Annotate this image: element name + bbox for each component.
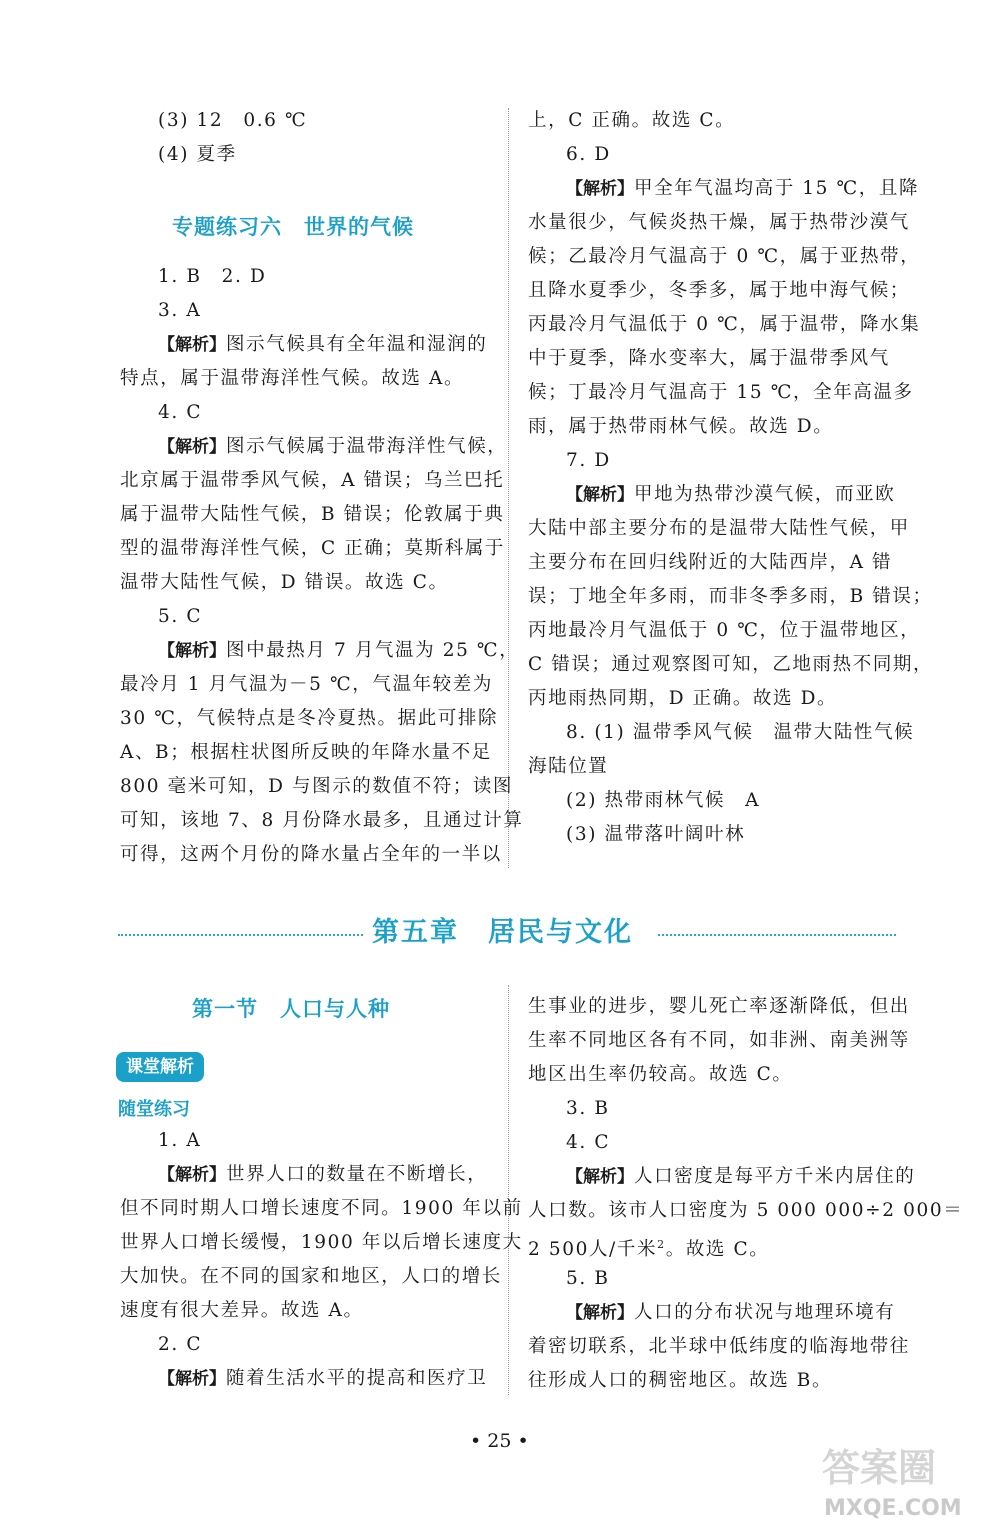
analysis-line: 候；丁最冷月气温高于 15 ℃，全年高温多 xyxy=(528,382,914,403)
chapter-title: 第五章 居民与文化 xyxy=(372,917,633,948)
analysis-line: 温带大陆性气候，D 错误。故选 C。 xyxy=(120,572,449,593)
analysis-label: 【解析】 xyxy=(566,179,634,199)
analysis-line: 主要分布在回归线附近的大陆西岸，A 错 xyxy=(528,552,893,573)
analysis-line xyxy=(158,1368,487,1390)
answer-line: 4. C xyxy=(158,402,203,423)
analysis-text: 随着生活水平的提高和医疗卫 xyxy=(226,1368,488,1389)
section-title: 第一节 人口与人种 xyxy=(192,997,390,1021)
analysis-label: 【解析】 xyxy=(158,1165,226,1185)
analysis-line: 丙最冷月气温低于 0 ℃，属于温带，降水集 xyxy=(528,314,921,335)
lesson-badge: 课堂解析 xyxy=(116,1052,204,1082)
chapter-rule-left xyxy=(118,934,363,936)
analysis-text: 世界人口的数量在不断增长， xyxy=(226,1164,488,1185)
analysis-text: 人口的分布状况与地理环境有 xyxy=(634,1302,896,1323)
analysis-line xyxy=(566,1302,895,1324)
analysis-line: 水量很少，气候炎热干燥，属于热带沙漠气 xyxy=(528,212,910,233)
density-value: 2 500人/千米 xyxy=(528,1239,658,1261)
analysis-line xyxy=(566,178,919,200)
analysis-text: 图示气候具有全年温和湿润的 xyxy=(226,334,488,355)
analysis-text: 甲全年气温均高于 15 ℃，且降 xyxy=(634,178,920,199)
analysis-line: C 错误；通过观察图可知，乙地雨热不同期， xyxy=(528,654,934,675)
analysis-label: 【解析】 xyxy=(566,1167,634,1187)
analysis-line xyxy=(566,484,895,506)
analysis-text: 人口密度是每平方千米内居住的 xyxy=(634,1166,916,1187)
analysis-line xyxy=(158,334,487,356)
watermark-logo: 答案圈 xyxy=(822,1446,937,1490)
analysis-line: 属于温带大陆性气候，B 错误；伦敦属于典 xyxy=(120,504,505,525)
analysis-line: 特点，属于温带海洋性气候。故选 A。 xyxy=(120,368,465,389)
answer-line: 5. B xyxy=(566,1268,610,1289)
watermark-url: MXQE.COM xyxy=(824,1496,962,1521)
analysis-line xyxy=(566,1166,915,1188)
answer-line: 3. B xyxy=(566,1098,610,1119)
analysis-line: 生率不同地区各有不同，如非洲、南美洲等 xyxy=(528,1030,910,1051)
analysis-label: 【解析】 xyxy=(158,1369,226,1389)
answer-line: (3) 12 0.6 ℃ xyxy=(158,110,308,131)
analysis-line: 丙地雨热同期，D 正确。故选 D。 xyxy=(528,688,838,709)
answer-line: 2. C xyxy=(158,1334,203,1355)
analysis-line: 地区出生率仍较高。故选 C。 xyxy=(528,1064,793,1085)
analysis-line: 候；乙最冷月气温高于 0 ℃，属于亚热带， xyxy=(528,246,921,267)
analysis-label: 【解析】 xyxy=(566,485,634,505)
analysis-line: 丙地最冷月气温低于 0 ℃，位于温带地区， xyxy=(528,620,921,641)
analysis-line: 中于夏季，降水变率大，属于温带季风气 xyxy=(528,348,890,369)
analysis-line: 可得，这两个月份的降水量占全年的一半以 xyxy=(120,844,502,865)
section-title: 专题练习六 世界的气候 xyxy=(172,215,414,239)
chapter-rule-right xyxy=(658,934,896,936)
analysis-line: 且降水夏季少，冬季多，属于地中海气候； xyxy=(528,280,910,301)
column-divider-bottom xyxy=(508,985,509,1395)
analysis-line xyxy=(158,640,519,662)
analysis-label: 【解析】 xyxy=(158,335,226,355)
analysis-line: 人口数。该市人口密度为 5 000 000÷2 000＝ xyxy=(528,1200,964,1221)
analysis-line: 生事业的进步，婴儿死亡率逐渐降低，但出 xyxy=(528,996,910,1017)
analysis-line: 但不同时期人口增长速度不同。1900 年以前 xyxy=(120,1198,523,1219)
analysis-line: 型的温带海洋性气候，C 正确；莫斯科属于 xyxy=(120,538,506,559)
analysis-label: 【解析】 xyxy=(158,437,226,457)
analysis-line: 可知，该地 7、8 月份降水最多，且通过计算 xyxy=(120,810,524,831)
answer-line: 5. C xyxy=(158,606,203,627)
column-divider-top xyxy=(508,108,509,868)
analysis-line: 上，C 正确。故选 C。 xyxy=(528,110,736,131)
answer-line: 1. A xyxy=(158,1130,202,1151)
answer-line: 1. B 2. D xyxy=(158,266,267,287)
analysis-text: 甲地为热带沙漠气候，而亚欧 xyxy=(634,484,896,505)
analysis-line: 雨，属于热带雨林气候。故选 D。 xyxy=(528,416,834,437)
analysis-line xyxy=(158,436,507,458)
analysis-line: 世界人口增长缓慢，1900 年以后增长速度大 xyxy=(120,1232,523,1253)
analysis-line: 大加快。在不同的国家和地区，人口的增长 xyxy=(120,1266,502,1287)
answer-line: (4) 夏季 xyxy=(158,144,237,165)
analysis-line: 往形成人口的稠密地区。故选 B。 xyxy=(528,1370,833,1391)
analysis-line: 30 ℃，气候特点是冬冷夏热。据此可排除 xyxy=(120,708,499,729)
analysis-line xyxy=(158,1164,487,1186)
analysis-label: 【解析】 xyxy=(158,641,226,661)
subsection-heading: 随堂练习 xyxy=(118,1099,190,1120)
page-number: • 25 • xyxy=(470,1430,529,1452)
analysis-line: 北京属于温带季风气候，A 错误；乌兰巴托 xyxy=(120,470,505,491)
answer-line: 8. (1) 温带季风气候 温带大陆性气候 xyxy=(566,722,915,743)
analysis-line: 大陆中部主要分布的是温带大陆性气候，甲 xyxy=(528,518,910,539)
answer-line: 4. C xyxy=(566,1132,611,1153)
analysis-line xyxy=(528,1234,769,1261)
answer-line: 3. A xyxy=(158,300,202,321)
answer-line: 7. D xyxy=(566,450,611,471)
analysis-line: 速度有很大差异。故选 A。 xyxy=(120,1300,364,1321)
answer-line: 6. D xyxy=(566,144,611,165)
analysis-line: 误；丁地全年多雨，而非冬季多雨，B 错误； xyxy=(528,586,933,607)
answer-line: 海陆位置 xyxy=(528,756,609,777)
analysis-text: 。故选 C。 xyxy=(665,1239,770,1261)
analysis-text: 图示气候属于温带海洋性气候， xyxy=(226,436,508,457)
analysis-text: 图中最热月 7 月气温为 25 ℃， xyxy=(226,640,520,661)
answer-line: (2) 热带雨林气候 A xyxy=(566,790,761,811)
answer-line: (3) 温带落叶阔叶林 xyxy=(566,824,746,845)
analysis-line: A、B；根据柱状图所反映的年降水量不足 xyxy=(120,742,492,763)
analysis-line: 着密切联系，北半球中低纬度的临海地带往 xyxy=(528,1336,910,1357)
analysis-label: 【解析】 xyxy=(566,1303,634,1323)
analysis-line: 800 毫米可知，D 与图示的数值不符；读图 xyxy=(120,776,514,797)
analysis-line: 最冷月 1 月气温为－5 ℃，气温年较差为 xyxy=(120,674,493,695)
superscript: 2 xyxy=(657,1238,666,1251)
